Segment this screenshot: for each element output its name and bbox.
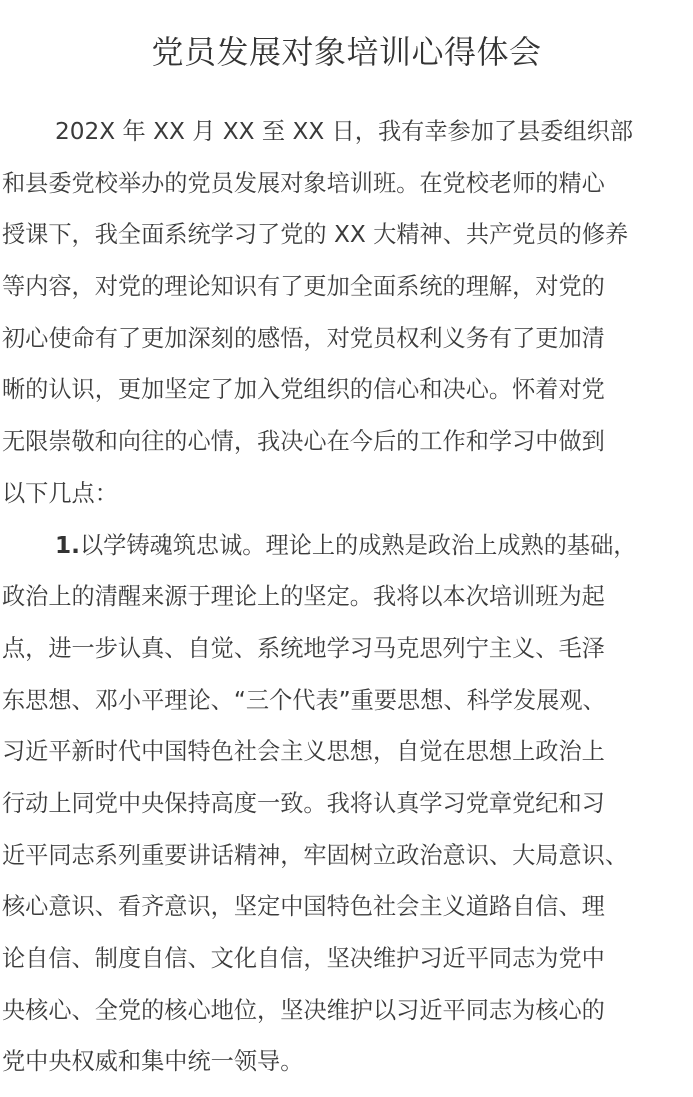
paragraph-line: 202X 年 XX 月 XX 至 XX 日，我有幸参加了县委组织部 xyxy=(55,118,634,145)
section-heading-text: 以学铸魂筑忠诚。理论上的成熟是政治上成熟的基础， xyxy=(79,531,637,559)
paragraph-line: 晰的认识，更加坚定了加入党组织的信心和决心。怀着对党 xyxy=(2,376,605,404)
paragraph-line: 授课下，我全面系统学习了党的 XX 大精神、共产党员的修养 xyxy=(2,221,629,249)
paragraph-line: 点，进一步认真、自觉、系统地学习马克思列宁主义、毛泽 xyxy=(2,634,605,662)
paragraph-line: 和县委党校举办的党员发展对象培训班。在党校老师的精心 xyxy=(2,169,605,197)
paragraph-line: 初心使命有了更加深刻的感悟，对党员权利义务有了更加清 xyxy=(2,324,605,352)
paragraph-line: 政治上的清醒来源于理论上的坚定。我将以本次培训班为起 xyxy=(2,583,605,611)
paragraph-line: 习近平新时代中国特色社会主义思想，自觉在思想上政治上 xyxy=(2,738,605,766)
document-body xyxy=(2,106,692,1088)
paragraph-line: 东思想、邓小平理论、“三个代表”重要思想、科学发展观、 xyxy=(2,686,606,714)
paragraph-line: 行动上同党中央保持高度一致。我将认真学习党章党纪和习 xyxy=(2,789,605,817)
section-first-line xyxy=(2,520,692,572)
paragraph-line: 无限崇敬和向往的心情，我决心在今后的工作和学习中做到 xyxy=(2,428,605,456)
section-number: 1. xyxy=(55,531,80,559)
paragraph-intro xyxy=(2,106,692,520)
paragraph-line: 以下几点： xyxy=(2,479,118,507)
paragraph-line: 核心意识、看齐意识，坚定中国特色社会主义道路自信、理 xyxy=(2,893,605,921)
paragraph-line: 央核心、全党的核心地位，坚决维护以习近平同志为核心的 xyxy=(2,996,605,1024)
document-title: 党员发展对象培训心得体会 xyxy=(151,33,542,71)
paragraph-line: 等内容，对党的理论知识有了更加全面系统的理解，对党的 xyxy=(2,273,605,301)
paragraph-line: 近平同志系列重要讲话精神，牢固树立政治意识、大局意识、 xyxy=(2,841,629,869)
paragraph-line: 党中央权威和集中统一领导。 xyxy=(2,1048,304,1076)
section-1 xyxy=(2,520,692,1089)
paragraph-line: 论自信、制度自信、文化自信，坚决维护习近平同志为党中 xyxy=(2,945,605,972)
